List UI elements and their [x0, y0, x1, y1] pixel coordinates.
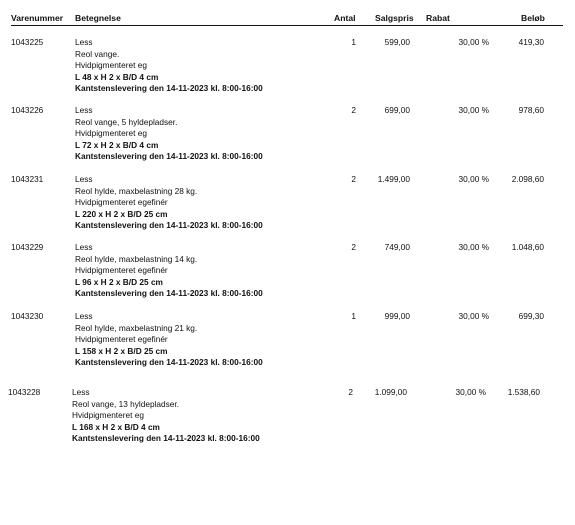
item-salgspris: 749,00 — [384, 242, 410, 252]
header-rabat: Rabat — [426, 13, 450, 23]
item-finish: Hvidpigmenteret egefinér — [75, 334, 168, 344]
item-salgspris: 1.499,00 — [377, 174, 410, 184]
item-delivery: Kantstenslevering den 14-11-2023 kl. 8:00-16:00 — [75, 220, 263, 230]
item-salgspris: 999,00 — [384, 311, 410, 321]
item-finish: Hvidpigmenteret eg — [72, 410, 144, 420]
header-betegnelse: Betegnelse — [75, 13, 121, 23]
item-text: Reol hylde, maxbelastning 28 kg. — [75, 185, 198, 196]
item-belob: 699,30 — [518, 311, 544, 321]
item-rabat: 30,00 % — [458, 242, 489, 252]
item-antal: 2 — [348, 387, 353, 397]
item-rabat: 30,00 % — [458, 311, 489, 321]
item-antal: 2 — [351, 174, 356, 184]
header-salgspris: Salgspris — [375, 13, 414, 23]
item-description — [75, 243, 263, 301]
item-varenummer: 1043230 — [11, 311, 44, 321]
item-brand: Less — [75, 242, 93, 252]
item-belob: 419,30 — [518, 37, 544, 47]
item-varenummer: 1043228 — [8, 387, 41, 397]
item-varenummer: 1043229 — [11, 242, 44, 252]
item-finish: Hvidpigmenteret eg — [75, 128, 147, 138]
order-line — [0, 312, 575, 376]
item-antal: 1 — [351, 311, 356, 321]
item-belob: 1.048,60 — [511, 242, 544, 252]
item-salgspris: 1.099,00 — [374, 387, 407, 397]
item-belob: 978,60 — [518, 105, 544, 115]
item-delivery: Kantstenslevering den 14-11-2023 kl. 8:00-16:00 — [72, 433, 260, 443]
item-dimensions: L 158 x H 2 x B/D 25 cm — [75, 345, 168, 356]
item-belob: 1.538,60 — [507, 387, 540, 397]
item-finish: Hvidpigmenteret eg — [75, 60, 147, 70]
item-brand: Less — [75, 311, 93, 321]
item-brand: Less — [75, 37, 93, 47]
order-line — [0, 175, 575, 239]
item-delivery: Kantstenslevering den 14-11-2023 kl. 8:00-16:00 — [75, 288, 263, 298]
order-line — [0, 38, 575, 102]
header-antal: Antal — [334, 13, 356, 23]
item-delivery: Kantstenslevering den 14-11-2023 kl. 8:00-16:00 — [75, 357, 263, 367]
item-description — [75, 38, 263, 96]
item-rabat: 30,00 % — [458, 37, 489, 47]
item-text: Reol vange, 5 hyldepladser. — [75, 116, 178, 127]
item-dimensions: L 220 x H 2 x B/D 25 cm — [75, 208, 168, 219]
item-dimensions: L 168 x H 2 x B/D 4 cm — [72, 421, 160, 432]
item-description — [75, 312, 263, 370]
item-description — [72, 388, 260, 446]
item-delivery: Kantstenslevering den 14-11-2023 kl. 8:00-16:00 — [75, 83, 263, 93]
item-varenummer: 1043225 — [11, 37, 44, 47]
item-belob: 2.098,60 — [511, 174, 544, 184]
order-line — [0, 388, 575, 452]
header-varenummer: Varenummer — [11, 13, 64, 23]
item-delivery: Kantstenslevering den 14-11-2023 kl. 8:00-16:00 — [75, 151, 263, 161]
item-salgspris: 699,00 — [384, 105, 410, 115]
order-line — [0, 243, 575, 307]
header-belob: Beløb — [521, 13, 545, 23]
item-salgspris: 599,00 — [384, 37, 410, 47]
item-dimensions: L 72 x H 2 x B/D 4 cm — [75, 139, 159, 150]
item-varenummer: 1043231 — [11, 174, 44, 184]
item-dimensions: L 48 x H 2 x B/D 4 cm — [75, 71, 159, 82]
item-antal: 1 — [351, 37, 356, 47]
item-rabat: 30,00 % — [458, 174, 489, 184]
item-rabat: 30,00 % — [455, 387, 486, 397]
header-divider — [11, 25, 563, 26]
item-description — [75, 106, 263, 164]
item-rabat: 30,00 % — [458, 105, 489, 115]
item-antal: 2 — [351, 242, 356, 252]
item-text: Reol hylde, maxbelastning 21 kg. — [75, 322, 198, 333]
item-text: Reol vange. — [75, 48, 120, 59]
order-line — [0, 106, 575, 170]
item-text: Reol hylde, maxbelastning 14 kg. — [75, 253, 198, 264]
item-text: Reol vange, 13 hyldepladser. — [72, 398, 180, 409]
item-dimensions: L 96 x H 2 x B/D 25 cm — [75, 276, 163, 287]
item-brand: Less — [72, 387, 90, 397]
item-finish: Hvidpigmenteret egefinér — [75, 197, 168, 207]
item-brand: Less — [75, 174, 93, 184]
item-description — [75, 175, 263, 233]
item-finish: Hvidpigmenteret egefinér — [75, 265, 168, 275]
item-antal: 2 — [351, 105, 356, 115]
item-brand: Less — [75, 105, 93, 115]
item-varenummer: 1043226 — [11, 105, 44, 115]
